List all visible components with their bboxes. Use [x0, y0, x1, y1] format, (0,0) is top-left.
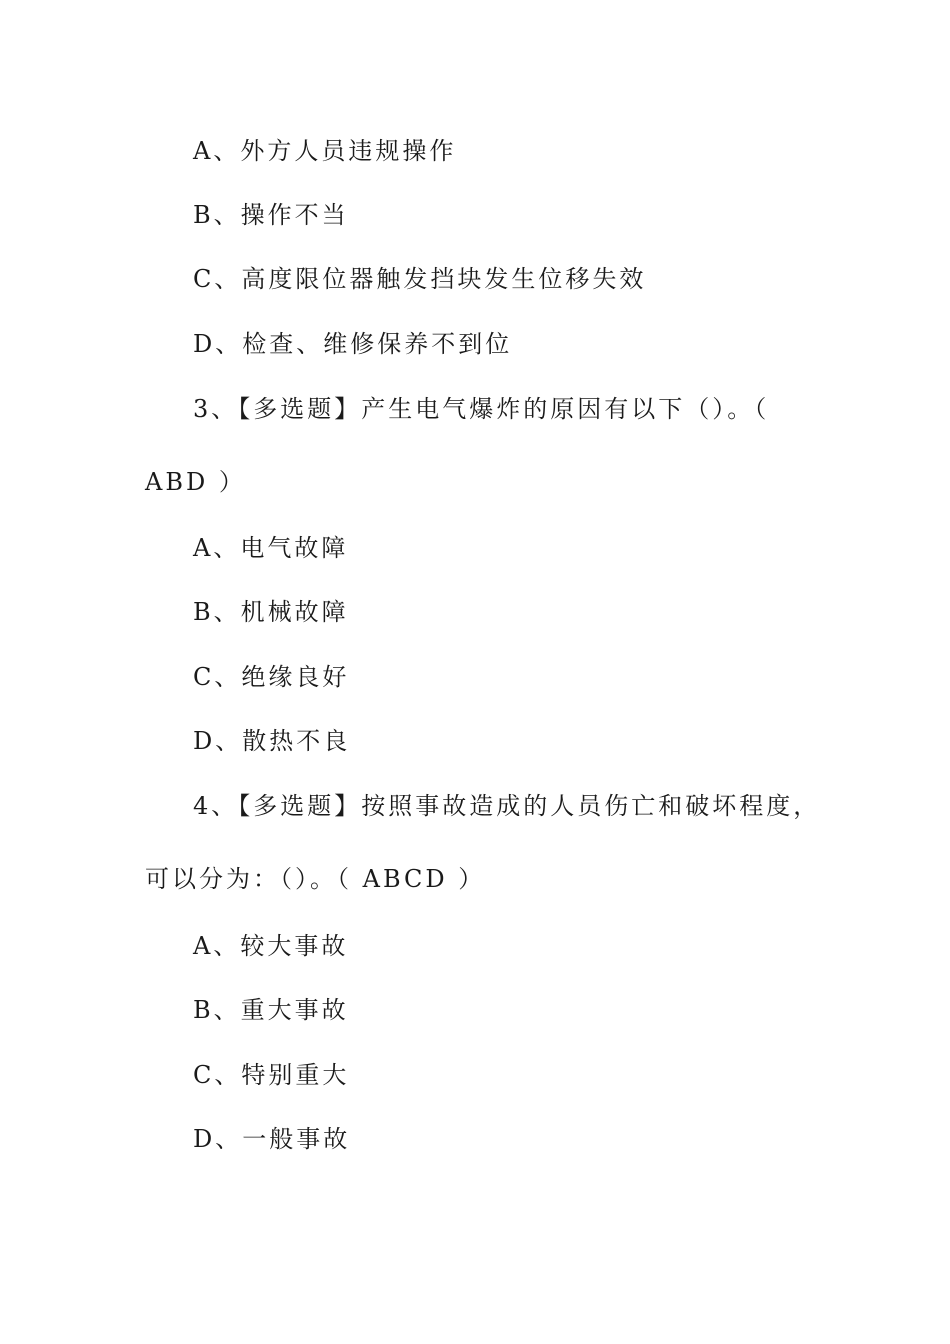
q3-option-d: D、散热不良 — [193, 727, 351, 755]
q3-option-c: C、绝缘良好 — [193, 663, 350, 691]
q2-option-c: C、高度限位器触发挡块发生位移失效 — [193, 265, 647, 293]
q4-option-d: D、一般事故 — [193, 1125, 351, 1153]
q4-option-a: A、较大事故 — [193, 932, 349, 960]
q3-question-line1: 3、【多选题】产生电气爆炸的原因有以下（）。（ — [193, 395, 770, 423]
q3-option-b: B、机械故障 — [193, 598, 349, 626]
q4-option-b: B、重大事故 — [193, 996, 349, 1024]
q4-question-line1: 4、【多选题】按照事故造成的人员伤亡和破坏程度， — [193, 792, 821, 820]
q3-option-a: A、电气故障 — [193, 534, 349, 562]
q2-option-d: D、检查、维修保养不到位 — [193, 330, 513, 358]
q2-option-b: B、操作不当 — [193, 201, 349, 229]
q4-option-c: C、特别重大 — [193, 1061, 350, 1089]
q4-question-line2: 可以分为：（）。（ ABCD ） — [145, 865, 486, 893]
q3-question-line2: ABD ） — [145, 468, 246, 496]
q2-option-a: A、外方人员违规操作 — [193, 137, 457, 165]
